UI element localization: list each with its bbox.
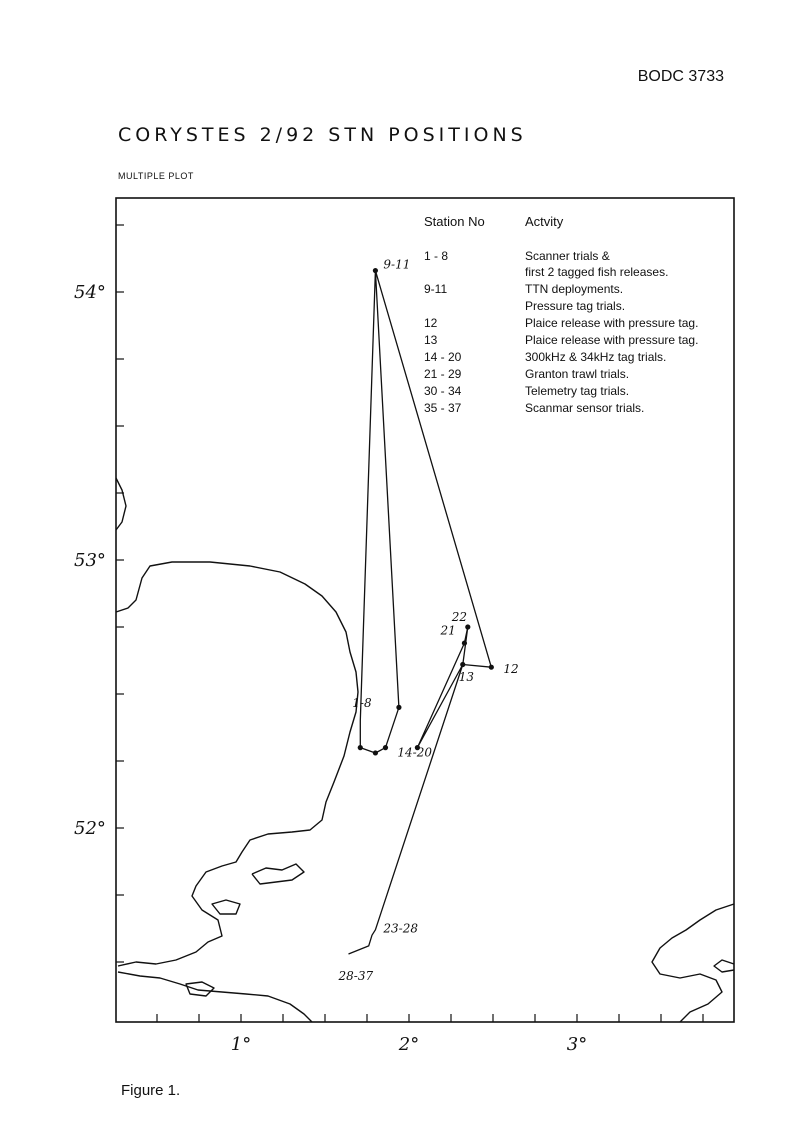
lon-label: 3°: [566, 1034, 588, 1055]
legend-activity: TTN deployments.: [525, 282, 624, 296]
station-dot: [489, 665, 494, 670]
station-label: 21: [440, 623, 456, 638]
legend-activity: first 2 tagged fish releases.: [525, 265, 669, 279]
legend-header-activity: Actvity: [525, 214, 564, 229]
lat-label: 52°: [74, 818, 106, 839]
station-dot: [358, 745, 363, 750]
legend-activity: Telemetry tag trials.: [525, 384, 630, 398]
coastline-continent: [652, 904, 734, 1022]
document-reference: BODC 3733: [637, 68, 724, 85]
station-dot: [383, 745, 388, 750]
coastline-left-edge: [116, 478, 126, 530]
legend-station: 30 - 34: [424, 384, 462, 398]
legend-station: 35 - 37: [424, 401, 462, 415]
station-label: 13: [458, 670, 475, 685]
track-line: [349, 271, 492, 954]
legend-activity: Scanmar sensor trials.: [525, 401, 645, 415]
station-label: 22: [451, 610, 468, 624]
legend-station: 1 - 8: [424, 249, 449, 263]
station-label: 9-11: [383, 257, 411, 272]
cruise-track: [349, 271, 492, 954]
station-label: 23-28: [383, 921, 418, 936]
legend-activity: Plaice release with pressure tag.: [525, 316, 699, 330]
station-label: 12: [503, 662, 519, 677]
legend-station: 13: [424, 333, 438, 347]
station-dot: [396, 705, 401, 710]
lon-label: 2°: [398, 1034, 420, 1055]
station-dot: [373, 750, 378, 755]
legend-activity: Granton trawl trials.: [525, 367, 630, 381]
lon-label: 1°: [230, 1034, 252, 1055]
plot-subtitle: MULTIPLE PLOT: [118, 171, 194, 181]
legend-activity: Plaice release with pressure tag.: [525, 333, 699, 347]
legend-activity: Pressure tag trials.: [525, 299, 626, 313]
legend-station: 12: [424, 316, 438, 330]
legend-header-station: Station No: [424, 214, 485, 229]
station-label: 28-37: [338, 968, 374, 983]
lat-label: 53°: [74, 550, 106, 571]
legend-station: 21 - 29: [424, 367, 462, 381]
plot-title: CORYSTES 2/92 STN POSITIONS: [118, 124, 527, 146]
legend-station: 9-11: [424, 282, 448, 296]
coastline-england: [116, 562, 358, 1022]
station-dot: [460, 662, 465, 667]
longitude-labels: [231, 1034, 587, 1055]
legend-station: 14 - 20: [424, 350, 462, 364]
figure-caption: Figure 1.: [121, 1082, 181, 1099]
station-label: 14-20: [397, 745, 432, 760]
legend-activity: 300kHz & 34kHz tag trials.: [525, 350, 667, 364]
latitude-labels: [74, 282, 106, 839]
station-label: 1-8: [352, 695, 372, 710]
legend-activity: Scanner trials &: [525, 249, 610, 263]
station-dot: [373, 268, 378, 273]
station-dot: [462, 640, 467, 645]
station-dot: [465, 624, 470, 629]
lat-label: 54°: [74, 282, 106, 303]
activity-legend: [424, 214, 698, 415]
